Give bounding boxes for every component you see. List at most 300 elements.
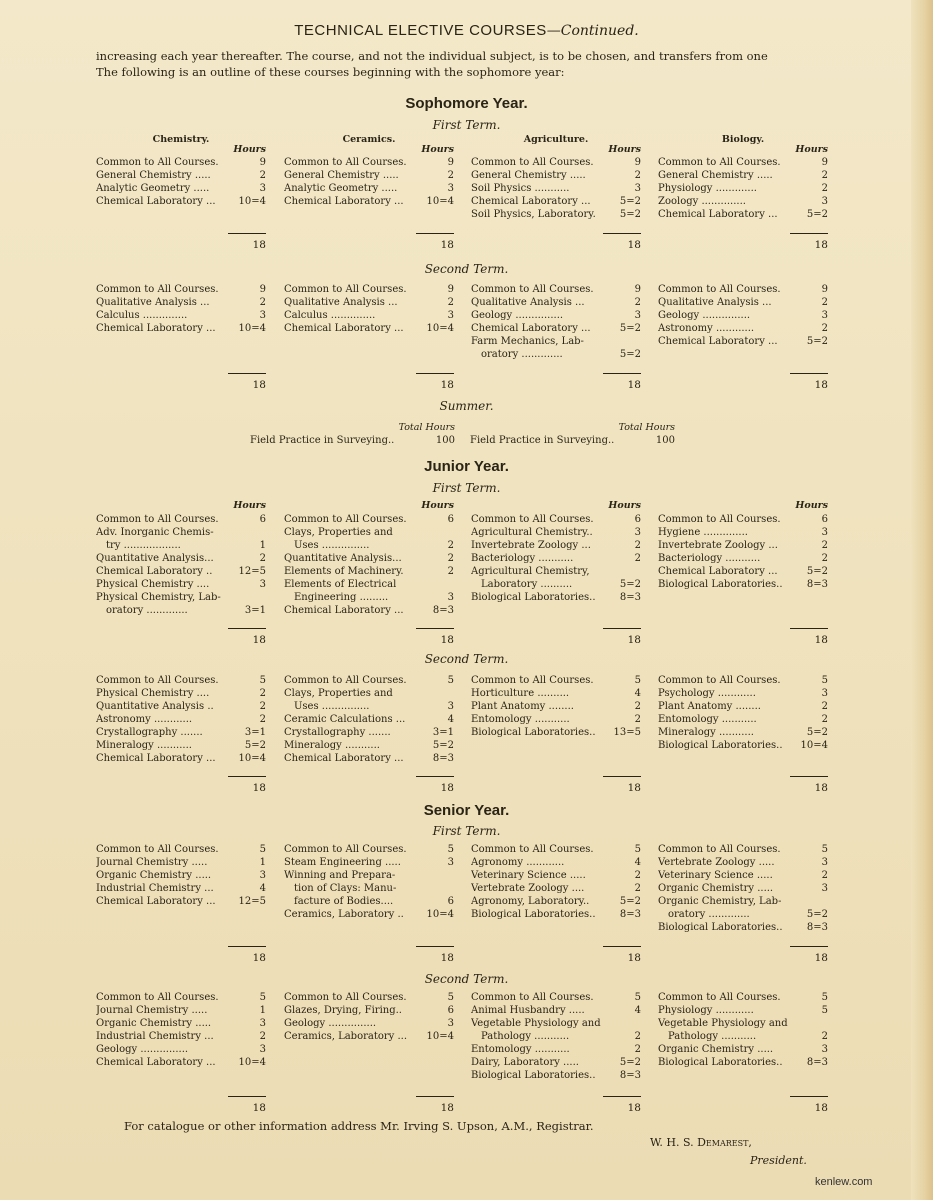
subject-hours: 2 bbox=[821, 1031, 828, 1042]
summer-block-left bbox=[250, 421, 455, 447]
jr-first-column bbox=[658, 513, 828, 591]
subject-hours: 10=4 bbox=[238, 323, 266, 334]
subject-hours: 12=5 bbox=[238, 566, 266, 577]
subject-hours: 2 bbox=[821, 183, 828, 194]
subject-hours: 2 bbox=[821, 553, 828, 564]
course-row bbox=[471, 552, 641, 565]
total-hours: 18 bbox=[252, 1102, 266, 1114]
subject-name: Bacteriology ........... bbox=[658, 553, 761, 564]
subject-hours: 8=3 bbox=[806, 1057, 828, 1068]
subject-name: Qualitative Analysis ... bbox=[471, 297, 585, 308]
course-row bbox=[471, 687, 641, 700]
total-rule bbox=[228, 1096, 266, 1097]
total-hours: 18 bbox=[814, 782, 828, 794]
subject-name: General Chemistry ..... bbox=[471, 170, 586, 181]
subject-hours: 9 bbox=[634, 284, 641, 295]
course-row bbox=[96, 713, 266, 726]
subject-hours: 2 bbox=[259, 688, 266, 699]
course-row bbox=[471, 700, 641, 713]
subject-hours: 2 bbox=[821, 714, 828, 725]
course-row bbox=[658, 169, 828, 182]
subject-name: Chemical Laboratory ... bbox=[658, 209, 778, 220]
jr-second-column bbox=[284, 674, 454, 765]
subject-name: oratory ............. bbox=[96, 605, 188, 616]
course-row bbox=[658, 726, 828, 739]
sr-second-column bbox=[658, 991, 828, 1069]
total-hours: 18 bbox=[252, 634, 266, 646]
course-row bbox=[96, 1056, 266, 1069]
subject-hours: 3 bbox=[447, 592, 454, 603]
senior-year-heading: Senior Year. bbox=[423, 802, 510, 819]
course-row bbox=[471, 322, 641, 335]
subject-name: Geology ............... bbox=[658, 310, 751, 321]
sr-first-column bbox=[96, 843, 266, 908]
subject-name: Common to All Courses. bbox=[284, 675, 407, 686]
subject-name: Elements of Electrical bbox=[284, 579, 397, 590]
subject-hours: 3 bbox=[821, 883, 828, 894]
course-row bbox=[471, 1017, 641, 1030]
course-row bbox=[284, 687, 454, 700]
subject-name: Common to All Courses. bbox=[284, 992, 407, 1003]
total-hours-label: Total Hours bbox=[618, 422, 675, 433]
subject-hours: 3 bbox=[821, 1044, 828, 1055]
course-row bbox=[658, 713, 828, 726]
subject-name: Quantitative Analysis... bbox=[284, 553, 402, 564]
hours-label: Hours bbox=[233, 144, 266, 155]
subject-hours bbox=[637, 335, 641, 348]
subject-hours: 5 bbox=[447, 992, 454, 1003]
subject-hours: 2 bbox=[447, 566, 454, 577]
jr-second-column bbox=[658, 674, 828, 752]
course-row bbox=[284, 700, 454, 713]
course-row bbox=[658, 283, 828, 296]
course-row bbox=[96, 739, 266, 752]
sr-second-column bbox=[284, 991, 454, 1043]
course-row bbox=[284, 195, 454, 208]
total-rule bbox=[603, 628, 641, 629]
course-row bbox=[471, 843, 641, 856]
course-row bbox=[284, 565, 454, 578]
subject-hours: 3 bbox=[259, 183, 266, 194]
subject-hours: 5=2 bbox=[619, 579, 641, 590]
subject-hours bbox=[450, 882, 454, 895]
subject-name: Invertebrate Zoology ... bbox=[471, 540, 591, 551]
subject-hours: 2 bbox=[821, 540, 828, 551]
course-row bbox=[284, 526, 454, 539]
subject-hours: 1 bbox=[259, 540, 266, 551]
jr-second-column bbox=[96, 674, 266, 765]
subject-name: Horticulture .......... bbox=[471, 688, 570, 699]
course-row bbox=[284, 591, 454, 604]
subject-name: Geology ............... bbox=[471, 310, 564, 321]
page-edge-shading bbox=[911, 0, 933, 1200]
total-rule bbox=[416, 233, 454, 234]
subject-hours: 3 bbox=[447, 183, 454, 194]
subject-hours: 2 bbox=[634, 883, 641, 894]
total-hours: 18 bbox=[814, 952, 828, 964]
subject-name: Biological Laboratories.. bbox=[471, 592, 596, 603]
total-hours: 18 bbox=[252, 239, 266, 251]
soph-second-term-heading: Second Term. bbox=[424, 262, 509, 276]
subject-name: Chemical Laboratory ... bbox=[96, 896, 216, 907]
course-row bbox=[658, 296, 828, 309]
subject-hours: 5=2 bbox=[619, 349, 641, 360]
course-row bbox=[284, 578, 454, 591]
subject-name: Common to All Courses. bbox=[658, 844, 781, 855]
soph-second-column bbox=[284, 283, 454, 335]
subject-name: Common to All Courses. bbox=[658, 675, 781, 686]
total-rule bbox=[790, 628, 828, 629]
subject-hours: 5 bbox=[259, 992, 266, 1003]
course-row bbox=[96, 700, 266, 713]
subject-hours: 10=4 bbox=[800, 740, 828, 751]
soph-first-column bbox=[284, 156, 454, 208]
course-row bbox=[96, 726, 266, 739]
subject-hours: 5=2 bbox=[619, 1057, 641, 1068]
subject-hours: 2 bbox=[634, 1031, 641, 1042]
signature-title: President. bbox=[750, 1154, 807, 1167]
subject-hours: 2 bbox=[447, 553, 454, 564]
subject-hours bbox=[637, 565, 641, 578]
course-row bbox=[284, 1030, 454, 1043]
total-hours: 18 bbox=[814, 1102, 828, 1114]
course-row bbox=[284, 513, 454, 526]
course-row bbox=[471, 335, 641, 348]
subject-hours: 5=2 bbox=[244, 740, 266, 751]
total-hours: 18 bbox=[252, 952, 266, 964]
subject-hours: 3 bbox=[259, 1018, 266, 1029]
course-row bbox=[471, 526, 641, 539]
subject-name: Chemical Laboratory ... bbox=[284, 196, 404, 207]
course-row bbox=[284, 991, 454, 1004]
subject-hours: 9 bbox=[447, 157, 454, 168]
course-row bbox=[658, 843, 828, 856]
subject-hours: 5=2 bbox=[619, 323, 641, 334]
subject-name: Engineering ......... bbox=[284, 592, 389, 603]
subject-hours: 10=4 bbox=[426, 323, 454, 334]
subject-hours: 2 bbox=[821, 170, 828, 181]
total-hours: 18 bbox=[440, 1102, 454, 1114]
course-row bbox=[658, 687, 828, 700]
course-row bbox=[471, 309, 641, 322]
course-row bbox=[658, 1030, 828, 1043]
course-row bbox=[658, 895, 828, 908]
total-rule bbox=[416, 373, 454, 374]
subject-name: oratory ............. bbox=[658, 909, 750, 920]
course-row bbox=[284, 713, 454, 726]
subject-name: Organic Chemistry ..... bbox=[658, 1044, 774, 1055]
course-row bbox=[284, 322, 454, 335]
subject-name: Hygiene .............. bbox=[658, 527, 748, 538]
course-row bbox=[658, 182, 828, 195]
hours-label: Hours bbox=[233, 500, 266, 511]
course-row bbox=[96, 283, 266, 296]
subject-hours: 5 bbox=[447, 675, 454, 686]
subject-name: Organic Chemistry ..... bbox=[658, 883, 774, 894]
course-row bbox=[471, 578, 641, 591]
jr-second-column bbox=[471, 674, 641, 739]
subject-hours: 8=3 bbox=[806, 922, 828, 933]
course-row bbox=[284, 182, 454, 195]
sophomore-year-heading: Sophomore Year. bbox=[405, 95, 528, 112]
page-title-continued: —Continued. bbox=[546, 23, 639, 39]
course-row bbox=[471, 674, 641, 687]
course-row bbox=[471, 1030, 641, 1043]
subject-hours: 3=1 bbox=[432, 727, 454, 738]
subject-name: Soil Physics ........... bbox=[471, 183, 570, 194]
course-row bbox=[96, 591, 266, 604]
subject-hours: 2 bbox=[821, 297, 828, 308]
subject-name: Chemical Laboratory ... bbox=[96, 753, 216, 764]
subject-name: Common to All Courses. bbox=[284, 514, 407, 525]
subject-name: Common to All Courses. bbox=[471, 992, 594, 1003]
total-hours: 18 bbox=[627, 379, 641, 391]
subject-name: Common to All Courses. bbox=[96, 844, 219, 855]
subject-name: Physiology ............ bbox=[658, 1005, 754, 1016]
subject-name: Physical Chemistry .... bbox=[96, 579, 210, 590]
subject-name: Pathology ........... bbox=[471, 1031, 570, 1042]
subject-name: Chemical Laboratory ... bbox=[96, 196, 216, 207]
course-row bbox=[471, 513, 641, 526]
course-row bbox=[658, 1004, 828, 1017]
total-rule bbox=[228, 233, 266, 234]
subject-hours: 3 bbox=[821, 527, 828, 538]
subject-name: Chemical Laboratory ... bbox=[471, 323, 591, 334]
subject-name: Winning and Prepara- bbox=[284, 870, 396, 881]
subject-name: Quantitative Analysis .. bbox=[96, 701, 214, 712]
subject-name: Physiology ............. bbox=[658, 183, 757, 194]
subject-name: Astronomy ............ bbox=[96, 714, 193, 725]
subject-name: Common to All Courses. bbox=[471, 284, 594, 295]
total-hours: 18 bbox=[627, 239, 641, 251]
course-row bbox=[96, 843, 266, 856]
course-row bbox=[96, 991, 266, 1004]
subject-hours: 9 bbox=[259, 284, 266, 295]
subject-name: Chemical Laboratory ... bbox=[658, 336, 778, 347]
soph-second-column bbox=[658, 283, 828, 348]
total-rule bbox=[416, 776, 454, 777]
subject-name: Physical Chemistry .... bbox=[96, 688, 210, 699]
subject-hours bbox=[262, 526, 266, 539]
total-hours: 18 bbox=[814, 239, 828, 251]
subject-hours: 4 bbox=[447, 714, 454, 725]
course-row bbox=[284, 843, 454, 856]
subject-name: Steam Engineering ..... bbox=[284, 857, 401, 868]
course-row bbox=[658, 322, 828, 335]
signature-name: W. H. S. Demarest, bbox=[650, 1136, 752, 1149]
subject-hours: 5 bbox=[634, 844, 641, 855]
total-hours: 18 bbox=[627, 952, 641, 964]
subject-hours: 2 bbox=[821, 701, 828, 712]
course-row bbox=[658, 869, 828, 882]
course-row bbox=[96, 687, 266, 700]
total-rule bbox=[790, 233, 828, 234]
total-hours: 18 bbox=[252, 782, 266, 794]
page-title bbox=[0, 22, 933, 39]
course-row bbox=[471, 1043, 641, 1056]
subject-hours: 5 bbox=[634, 675, 641, 686]
subject-name: Dairy, Laboratory ..... bbox=[471, 1057, 579, 1068]
course-row bbox=[471, 208, 641, 221]
subject-name: Common to All Courses. bbox=[471, 844, 594, 855]
subject-hours: 1 bbox=[259, 857, 266, 868]
subject-name: Common to All Courses. bbox=[471, 514, 594, 525]
total-hours: 18 bbox=[440, 952, 454, 964]
subject-name: Biological Laboratories.. bbox=[471, 1070, 596, 1081]
subject-hours: 3=1 bbox=[244, 727, 266, 738]
total-hours: 18 bbox=[627, 1102, 641, 1114]
subject-hours: 9 bbox=[634, 157, 641, 168]
subject-hours: 1 bbox=[259, 1005, 266, 1016]
total-rule bbox=[790, 1096, 828, 1097]
soph-second-column bbox=[96, 283, 266, 335]
course-row bbox=[658, 856, 828, 869]
course-row bbox=[96, 1043, 266, 1056]
course-row bbox=[471, 856, 641, 869]
course-row bbox=[471, 1069, 641, 1082]
course-row bbox=[471, 539, 641, 552]
page-title-main: TECHNICAL ELECTIVE COURSES bbox=[294, 22, 547, 39]
subject-name: facture of Bodies.... bbox=[284, 896, 394, 907]
subject-name: Mineralogy ........... bbox=[96, 740, 192, 751]
subject-name: Common to All Courses. bbox=[96, 675, 219, 686]
subject-hours: 9 bbox=[447, 284, 454, 295]
subject-hours: 10=4 bbox=[426, 196, 454, 207]
course-row bbox=[284, 296, 454, 309]
subject-hours bbox=[824, 895, 828, 908]
intro-paragraph bbox=[96, 48, 836, 80]
subject-hours: 10=4 bbox=[426, 909, 454, 920]
subject-hours: 10=4 bbox=[238, 1057, 266, 1068]
jr-second-term-heading: Second Term. bbox=[424, 652, 509, 666]
course-row bbox=[284, 169, 454, 182]
subject-name: Chemical Laboratory ... bbox=[471, 196, 591, 207]
subject-hours: 2 bbox=[821, 323, 828, 334]
subject-hours: 2 bbox=[634, 870, 641, 881]
subject-name: Organic Chemistry ..... bbox=[96, 870, 212, 881]
subject-hours: 3 bbox=[259, 870, 266, 881]
subject-name: Laboratory .......... bbox=[471, 579, 573, 590]
subject-hours: 4 bbox=[634, 688, 641, 699]
course-row bbox=[96, 169, 266, 182]
course-row bbox=[658, 526, 828, 539]
course-row bbox=[96, 565, 266, 578]
subject-hours: 8=3 bbox=[619, 909, 641, 920]
course-row bbox=[658, 208, 828, 221]
subject-name: Entomology ........... bbox=[471, 714, 570, 725]
subject-name: Biological Laboratories.. bbox=[658, 922, 783, 933]
subject-name: Clays, Properties and bbox=[284, 688, 393, 699]
subject-name: Common to All Courses. bbox=[658, 514, 781, 525]
subject-name: Biological Laboratories.. bbox=[471, 727, 596, 738]
subject-hours: 3 bbox=[821, 688, 828, 699]
subject-name: Vegetable Physiology and bbox=[471, 1018, 601, 1029]
total-rule bbox=[790, 946, 828, 947]
total-rule bbox=[603, 1096, 641, 1097]
course-row bbox=[96, 882, 266, 895]
subject-name: Common to All Courses. bbox=[284, 844, 407, 855]
course-row bbox=[96, 539, 266, 552]
subject-hours: 2 bbox=[447, 170, 454, 181]
total-rule bbox=[228, 946, 266, 947]
subject-name: try .................. bbox=[96, 540, 181, 551]
course-row bbox=[96, 195, 266, 208]
subject-hours bbox=[450, 526, 454, 539]
subject-name: Common to All Courses. bbox=[658, 157, 781, 168]
subject-hours: 5 bbox=[821, 992, 828, 1003]
subject-name: Agronomy, Laboratory.. bbox=[471, 896, 590, 907]
course-row bbox=[284, 1017, 454, 1030]
total-rule bbox=[416, 946, 454, 947]
course-row bbox=[471, 1056, 641, 1069]
course-row bbox=[471, 296, 641, 309]
course-row bbox=[658, 539, 828, 552]
subject-hours: 2 bbox=[259, 1031, 266, 1042]
course-row bbox=[96, 1017, 266, 1030]
subject-hours: 8=3 bbox=[432, 753, 454, 764]
subject-hours: 6 bbox=[447, 1005, 454, 1016]
course-row bbox=[96, 1004, 266, 1017]
course-row bbox=[96, 1030, 266, 1043]
total-hours: 18 bbox=[440, 634, 454, 646]
subject-hours: 5 bbox=[821, 1005, 828, 1016]
subject-name: Agricultural Chemistry.. bbox=[471, 527, 593, 538]
course-row bbox=[658, 991, 828, 1004]
course-row bbox=[471, 726, 641, 739]
subject-hours: 5=2 bbox=[806, 727, 828, 738]
soph-first-column bbox=[471, 156, 641, 221]
subject-name: Agricultural Chemistry, bbox=[471, 566, 590, 577]
subject-hours: 2 bbox=[634, 1044, 641, 1055]
course-row bbox=[284, 726, 454, 739]
subject-hours: 2 bbox=[821, 870, 828, 881]
subject-hours: 5 bbox=[259, 844, 266, 855]
course-row bbox=[284, 674, 454, 687]
subject-hours bbox=[637, 1017, 641, 1030]
subject-name: Farm Mechanics, Lab- bbox=[471, 336, 584, 347]
subject-hours: 6 bbox=[634, 514, 641, 525]
subject-hours: 5 bbox=[447, 844, 454, 855]
subject-name: Soil Physics, Laboratory. bbox=[471, 209, 596, 220]
course-row bbox=[471, 908, 641, 921]
soph-second-column bbox=[471, 283, 641, 361]
subject-name: Entomology ........... bbox=[658, 714, 757, 725]
subject-name: Qualitative Analysis ... bbox=[658, 297, 772, 308]
subject-hours: 10=4 bbox=[238, 753, 266, 764]
total-rule bbox=[228, 373, 266, 374]
total-rule bbox=[603, 946, 641, 947]
subject-name: Common to All Courses. bbox=[471, 675, 594, 686]
course-row bbox=[284, 895, 454, 908]
total-hours: 18 bbox=[440, 239, 454, 251]
subject-hours: 5=2 bbox=[806, 209, 828, 220]
subject-name: oratory ............. bbox=[471, 349, 563, 360]
subject-hours: 3 bbox=[821, 310, 828, 321]
jr-first-column bbox=[471, 513, 641, 604]
subject-name: Veterinary Science ..... bbox=[471, 870, 586, 881]
course-row bbox=[96, 869, 266, 882]
subject-hours: 6 bbox=[447, 514, 454, 525]
course-row bbox=[284, 283, 454, 296]
course-row bbox=[471, 869, 641, 882]
hours-label: Hours bbox=[795, 144, 828, 155]
subject-hours: 2 bbox=[259, 553, 266, 564]
subject-hours: 5=2 bbox=[806, 909, 828, 920]
course-row bbox=[284, 908, 454, 921]
subject-hours: 2 bbox=[259, 701, 266, 712]
course-row bbox=[658, 552, 828, 565]
hours-label: Hours bbox=[421, 500, 454, 511]
